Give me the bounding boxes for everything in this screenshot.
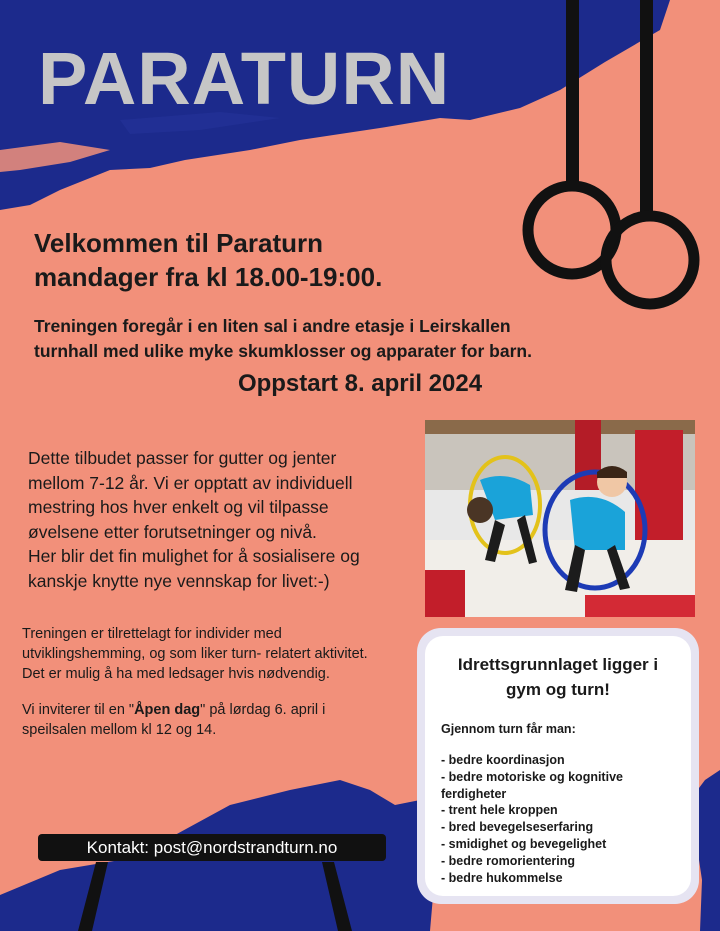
welcome-heading	[34, 226, 474, 294]
welcome-line: mandager fra kl 18.00-19:00.	[34, 262, 383, 292]
info-line: Det er mulig å ha med ledsager hvis nødvendig.	[22, 666, 330, 682]
benefits-heading	[425, 652, 691, 702]
offer-line: øvelsene etter forutsetninger og nivå.	[28, 521, 317, 542]
benefits-list	[441, 752, 686, 886]
benefit-item: ferdigheter	[441, 786, 507, 801]
info-line: Treningen er tilrettelagt for individer med	[22, 626, 282, 642]
offer-line: mestring hos hver enkelt og vil tilpasse	[28, 497, 329, 517]
info-text	[22, 624, 422, 740]
invite-line: speilsalen mellom kl 12 og 14.	[22, 722, 217, 738]
benefits-card-body	[425, 636, 691, 896]
contact-bar[interactable]: Kontakt: post@nordstrandturn.no	[38, 834, 386, 861]
training-line: Treningen foregår i en liten sal i andre etasje i Leirskallen	[34, 316, 511, 336]
invite-suffix: " på lørdag 6. april i	[200, 702, 326, 718]
start-date: Oppstart 8. april 2024	[237, 370, 483, 397]
training-location	[34, 314, 594, 364]
open-day-label: Åpen dag	[134, 702, 201, 718]
benefits-heading-line: Idrettsgrunnlaget ligger i	[457, 655, 659, 674]
offer-line: Dette tilbudet passer for gutter og jenter	[28, 448, 337, 468]
offer-line: mellom 7-12 år. Vi er opptatt av individuell	[28, 472, 353, 493]
offer-paragraph	[28, 446, 408, 593]
benefit-item: - bedre romorientering	[441, 853, 576, 868]
benefit-item: - bedre koordinasjon	[441, 753, 565, 767]
training-line: turnhall med ulike myke skumklosser og apparater for barn.	[34, 341, 532, 361]
offer-line: Her blir det fin mulighet for å sosialisere og	[28, 546, 360, 566]
benefits-card	[417, 628, 699, 904]
benefit-item: - bedre hukommelse	[441, 870, 563, 885]
benefit-item: - smidighet og bevegelighet	[441, 836, 607, 851]
benefit-item: - bred bevegelseserfaring	[441, 820, 594, 835]
gymnastics-photo	[425, 420, 695, 617]
open-day-invitation	[22, 700, 422, 740]
benefit-item: - trent hele kroppen	[441, 803, 558, 818]
page-title: PARATURN	[38, 37, 451, 120]
benefit-item: - bedre motoriske og kognitive	[441, 769, 623, 784]
welcome-line: Velkommen til Paraturn	[34, 228, 323, 258]
info-paragraph	[22, 624, 422, 684]
info-line: utviklingshemming, og som liker turn- relatert aktivitet.	[22, 646, 368, 662]
invite-prefix: Vi inviterer til en "	[22, 702, 135, 718]
offer-line: kanskje knytte nye vennskap for livet:-)	[28, 570, 330, 591]
benefits-heading-line: gym og turn!	[506, 680, 610, 699]
benefits-intro: Gjennom turn får man:	[441, 722, 576, 736]
